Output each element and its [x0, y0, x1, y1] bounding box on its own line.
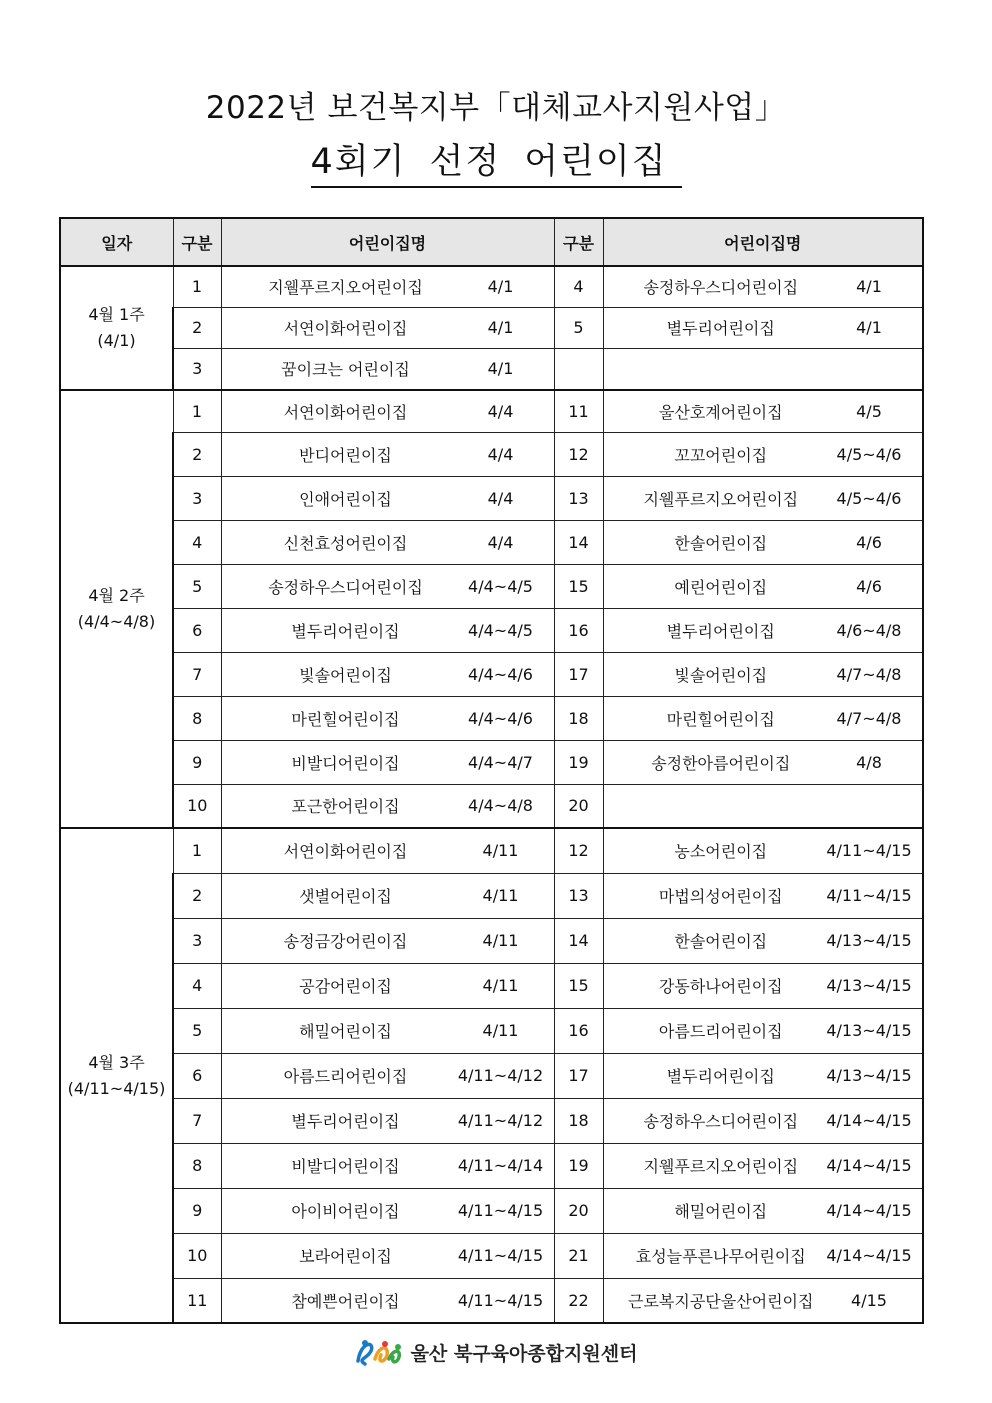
daycare-entry: [221, 564, 554, 608]
support-dates: 4/11~4/15: [457, 1246, 544, 1265]
daycare-name: 한솔어린이집: [674, 533, 768, 553]
daycare-name: 꼬꼬어린이집: [674, 445, 768, 465]
support-dates: 4/4~4/8: [468, 796, 533, 816]
support-dates: 4/4~4/5: [468, 620, 533, 640]
daycare-entry: [221, 432, 554, 476]
support-dates: 4/5~4/6: [836, 488, 902, 508]
support-dates: 4/4: [487, 444, 514, 464]
support-dates: 4/4~4/5: [468, 576, 533, 596]
daycare-name: 별두리어린이집: [291, 621, 400, 641]
support-dates: 4/4: [487, 488, 514, 508]
table-row: [60, 520, 923, 564]
row-number: [554, 348, 603, 390]
daycare-name: 지웰푸르지오어린이집: [643, 489, 799, 509]
table-row: [60, 828, 923, 873]
daycare-entry: [603, 1098, 923, 1143]
daycare-entry: [603, 918, 923, 963]
daycare-entry: [603, 873, 923, 918]
table-row: [60, 432, 923, 476]
daycare-name: 참예쁜어린이집: [291, 1291, 400, 1311]
daycare-entry: [603, 307, 923, 348]
daycare-name: 마린힐어린이집: [291, 709, 400, 729]
support-dates: 4/13~4/15: [826, 1021, 912, 1040]
row-number: 1: [173, 266, 221, 307]
daycare-name: 송정하우스디어린이집: [643, 278, 799, 298]
support-dates: 4/1: [487, 318, 514, 337]
row-number: 4: [554, 266, 603, 307]
table-row: [60, 1188, 923, 1233]
row-number: 10: [173, 1233, 221, 1278]
row-number: 1: [173, 390, 221, 432]
header-row: [60, 218, 923, 266]
row-number: 18: [554, 696, 603, 740]
support-dates: 4/8: [856, 752, 882, 772]
row-number: 5: [173, 1008, 221, 1053]
support-dates: 4/4~4/7: [468, 752, 533, 772]
week-label: 4월 2주: [88, 586, 145, 605]
center-logo-icon: [355, 1337, 403, 1367]
row-number: 10: [173, 784, 221, 828]
week-label: 4월 3주: [88, 1052, 145, 1072]
daycare-name: 강동하나어린이집: [658, 977, 783, 996]
daycare-name: 해밀어린이집: [674, 1202, 768, 1221]
row-number: 20: [554, 784, 603, 828]
row-number: 3: [173, 476, 221, 520]
row-number: 8: [173, 696, 221, 740]
daycare-entry: [603, 1233, 923, 1278]
organization-name: 울산 북구육아종합지원센터: [410, 1342, 638, 1365]
week-range: (4/1): [97, 331, 136, 350]
row-number: 12: [554, 432, 603, 476]
week-cell: [60, 266, 173, 390]
support-dates: 4/6: [856, 576, 882, 596]
row-number: 17: [554, 1053, 603, 1098]
row-number: 15: [554, 963, 603, 1008]
daycare-name: 별두리어린이집: [291, 1112, 400, 1131]
daycare-name: 빛솔어린이집: [674, 665, 768, 685]
support-dates: 4/13~4/15: [826, 1066, 912, 1085]
daycare-name: 비발디어린이집: [291, 1157, 400, 1176]
support-dates: 4/1: [487, 359, 514, 379]
row-number: 4: [173, 963, 221, 1008]
daycare-entry: [221, 520, 554, 564]
header-name-2: 어린이집명: [603, 218, 923, 266]
daycare-name: 비발디어린이집: [291, 753, 400, 773]
support-dates: 4/6~4/8: [836, 620, 902, 640]
support-dates: 4/11~4/12: [457, 1111, 544, 1130]
row-number: 19: [554, 740, 603, 784]
support-dates: 4/13~4/15: [826, 976, 912, 995]
support-dates: 4/11~4/15: [457, 1290, 544, 1310]
table-row: [60, 390, 923, 432]
daycare-name: 서연이화어린이집: [283, 842, 408, 862]
daycare-entry: [603, 390, 923, 432]
support-dates: 4/11: [482, 976, 519, 995]
table-row: [60, 784, 923, 828]
week-label: 4월 1주: [88, 305, 145, 324]
table-row: [60, 1053, 923, 1098]
table-row: [60, 307, 923, 348]
document-title: 2022년 보건복지부「대체교사지원사업」: [205, 90, 787, 126]
daycare-entry: [603, 740, 923, 784]
row-number: 4: [173, 520, 221, 564]
support-dates: 4/4: [487, 401, 514, 421]
daycare-entry: [603, 784, 923, 828]
daycare-entry: [603, 432, 923, 476]
row-number: 14: [554, 520, 603, 564]
daycare-name: 서연이화어린이집: [283, 319, 408, 338]
support-dates: 4/7~4/8: [836, 708, 902, 728]
daycare-name: 지웰푸르지오어린이집: [643, 1157, 799, 1176]
row-number: 17: [554, 652, 603, 696]
daycare-name: 별두리어린이집: [666, 1067, 775, 1086]
daycare-entry: [603, 652, 923, 696]
week-range: (4/4~4/8): [77, 612, 156, 631]
table-row: [60, 476, 923, 520]
row-number: 21: [554, 1233, 603, 1278]
header-date: 일자: [60, 218, 173, 266]
row-number: 16: [554, 1008, 603, 1053]
daycare-entry: [221, 1008, 554, 1053]
document-subtitle: 4회기 선정 어린이집: [311, 140, 682, 188]
daycare-name: 농소어린이집: [674, 842, 768, 862]
table-row: [60, 608, 923, 652]
row-number: 19: [554, 1143, 603, 1188]
daycare-entry: [221, 1233, 554, 1278]
row-number: 14: [554, 918, 603, 963]
daycare-entry: [221, 1098, 554, 1143]
week-group: [60, 828, 923, 1323]
daycare-entry: [603, 1008, 923, 1053]
row-number: 16: [554, 608, 603, 652]
daycare-name: 아름드리어린이집: [283, 1067, 408, 1086]
daycare-entry: [221, 608, 554, 652]
daycare-entry: [221, 1188, 554, 1233]
daycare-entry: [221, 696, 554, 740]
row-number: 9: [173, 1188, 221, 1233]
daycare-entry: [221, 1053, 554, 1098]
daycare-name: 신천효성어린이집: [283, 533, 408, 553]
table-row: [60, 652, 923, 696]
support-dates: 4/4: [487, 532, 514, 552]
daycare-entry: [603, 266, 923, 307]
support-dates: 4/13~4/15: [826, 931, 912, 950]
support-dates: 4/14~4/15: [826, 1111, 912, 1130]
row-number: 3: [173, 348, 221, 390]
header-no-2: 구분: [554, 218, 603, 266]
row-number: 22: [554, 1278, 603, 1323]
table-row: [60, 1143, 923, 1188]
daycare-entry: [221, 307, 554, 348]
support-dates: 4/6: [856, 532, 882, 552]
row-number: 8: [173, 1143, 221, 1188]
daycare-entry: [221, 784, 554, 828]
daycare-name: 송정금강어린이집: [283, 932, 408, 951]
row-number: 2: [173, 873, 221, 918]
row-number: 11: [554, 390, 603, 432]
daycare-entry: [603, 348, 923, 390]
support-dates: 4/7~4/8: [836, 664, 902, 684]
row-number: 6: [173, 1053, 221, 1098]
support-dates: 4/4~4/6: [468, 708, 533, 728]
row-number: 12: [554, 828, 603, 873]
row-number: 5: [173, 564, 221, 608]
daycare-name: 송정하우스디어린이집: [643, 1112, 799, 1131]
daycare-name: 인애어린이집: [299, 489, 392, 509]
support-dates: 4/5: [856, 401, 882, 421]
daycare-name: 별두리어린이집: [666, 621, 775, 641]
support-dates: 4/11: [482, 886, 519, 905]
daycare-name: 해밀어린이집: [299, 1022, 392, 1041]
table-row: [60, 1278, 923, 1323]
daycare-name: 울산호계어린이집: [658, 402, 783, 422]
daycare-entry: [603, 1143, 923, 1188]
daycare-name: 근로복지공단울산어린이집: [628, 1291, 814, 1311]
support-dates: 4/11: [482, 931, 519, 950]
daycare-entry: [221, 873, 554, 918]
table-row: [60, 696, 923, 740]
daycare-name: 예린어린이집: [674, 577, 768, 597]
daycare-name: 마법의성어린이집: [658, 887, 783, 906]
support-dates: 4/14~4/15: [826, 1246, 912, 1265]
daycare-name: 보라어린이집: [299, 1247, 392, 1266]
daycare-entry: [603, 608, 923, 652]
table-row: [60, 963, 923, 1008]
daycare-entry: [221, 918, 554, 963]
support-dates: 4/15: [851, 1290, 887, 1310]
row-number: 20: [554, 1188, 603, 1233]
row-number: 3: [173, 918, 221, 963]
daycare-name: 마린힐어린이집: [666, 709, 775, 729]
support-dates: 4/1: [487, 277, 514, 297]
daycare-name: 송정하우스디어린이집: [268, 577, 423, 597]
daycare-name: 빛솔어린이집: [299, 665, 392, 685]
row-number: 18: [554, 1098, 603, 1143]
selection-table: [59, 217, 924, 1324]
row-number: 13: [554, 873, 603, 918]
header-name: 어린이집명: [221, 218, 554, 266]
daycare-name: 한솔어린이집: [674, 932, 768, 951]
daycare-name: 지웰푸르지오어린이집: [268, 278, 423, 298]
daycare-entry: [603, 1278, 923, 1323]
table-row: [60, 266, 923, 307]
daycare-entry: [221, 740, 554, 784]
row-number: 7: [173, 652, 221, 696]
row-number: 5: [554, 307, 603, 348]
support-dates: 4/11~4/15: [457, 1201, 544, 1220]
support-dates: 4/11: [482, 1021, 519, 1040]
table-row: [60, 740, 923, 784]
daycare-name: 아름드리어린이집: [658, 1022, 783, 1041]
support-dates: 4/14~4/15: [826, 1201, 912, 1220]
row-number: 1: [173, 828, 221, 873]
support-dates: 4/11: [482, 841, 519, 861]
daycare-name: 서연이화어린이집: [283, 402, 408, 422]
support-dates: 4/4~4/6: [468, 664, 533, 684]
daycare-entry: [603, 520, 923, 564]
week-group: [60, 390, 923, 828]
daycare-entry: [603, 963, 923, 1008]
week-cell: [60, 828, 173, 1323]
table-row: [60, 1098, 923, 1143]
daycare-name: 아이비어린이집: [291, 1202, 400, 1221]
table-row: [60, 348, 923, 390]
row-number: 11: [173, 1278, 221, 1323]
week-group: [60, 266, 923, 390]
footer: [0, 1337, 992, 1367]
support-dates: 4/11~4/12: [457, 1066, 544, 1085]
daycare-entry: [221, 1143, 554, 1188]
daycare-name: 효성늘푸른나무어린이집: [635, 1247, 806, 1266]
support-dates: 4/1: [856, 318, 882, 337]
daycare-entry: [221, 963, 554, 1008]
table-row: [60, 1008, 923, 1053]
daycare-name: 별두리어린이집: [666, 319, 775, 338]
table-row: [60, 564, 923, 608]
daycare-entry: [603, 476, 923, 520]
row-number: 7: [173, 1098, 221, 1143]
daycare-name: 공감어린이집: [299, 977, 392, 996]
daycare-entry: [603, 1188, 923, 1233]
week-range: (4/11~4/15): [67, 1078, 166, 1098]
table-row: [60, 1233, 923, 1278]
week-cell: [60, 390, 173, 828]
header-no: 구분: [173, 218, 221, 266]
support-dates: 4/14~4/15: [826, 1156, 912, 1175]
daycare-name: 반디어린이집: [299, 445, 392, 465]
daycare-entry: [221, 828, 554, 873]
table-row: [60, 918, 923, 963]
row-number: 2: [173, 307, 221, 348]
daycare-entry: [603, 828, 923, 873]
daycare-entry: [603, 1053, 923, 1098]
row-number: 15: [554, 564, 603, 608]
table-row: [60, 873, 923, 918]
daycare-entry: [221, 390, 554, 432]
daycare-name: 꿈이크는 어린이집: [281, 360, 410, 380]
support-dates: 4/11~4/14: [457, 1156, 544, 1175]
row-number: 9: [173, 740, 221, 784]
support-dates: 4/1: [856, 277, 882, 297]
daycare-name: 송정한아름어린이집: [651, 753, 791, 773]
daycare-name: 포근한어린이집: [291, 797, 400, 817]
daycare-name: 샛별어린이집: [299, 887, 392, 906]
daycare-entry: [603, 564, 923, 608]
daycare-entry: [221, 1278, 554, 1323]
support-dates: 4/11~4/15: [826, 841, 912, 861]
daycare-entry: [221, 652, 554, 696]
row-number: 2: [173, 432, 221, 476]
support-dates: 4/11~4/15: [826, 886, 912, 905]
support-dates: 4/5~4/6: [836, 444, 902, 464]
row-number: 13: [554, 476, 603, 520]
daycare-entry: [221, 476, 554, 520]
daycare-entry: [603, 696, 923, 740]
daycare-entry: [221, 348, 554, 390]
daycare-entry: [221, 266, 554, 307]
row-number: 6: [173, 608, 221, 652]
